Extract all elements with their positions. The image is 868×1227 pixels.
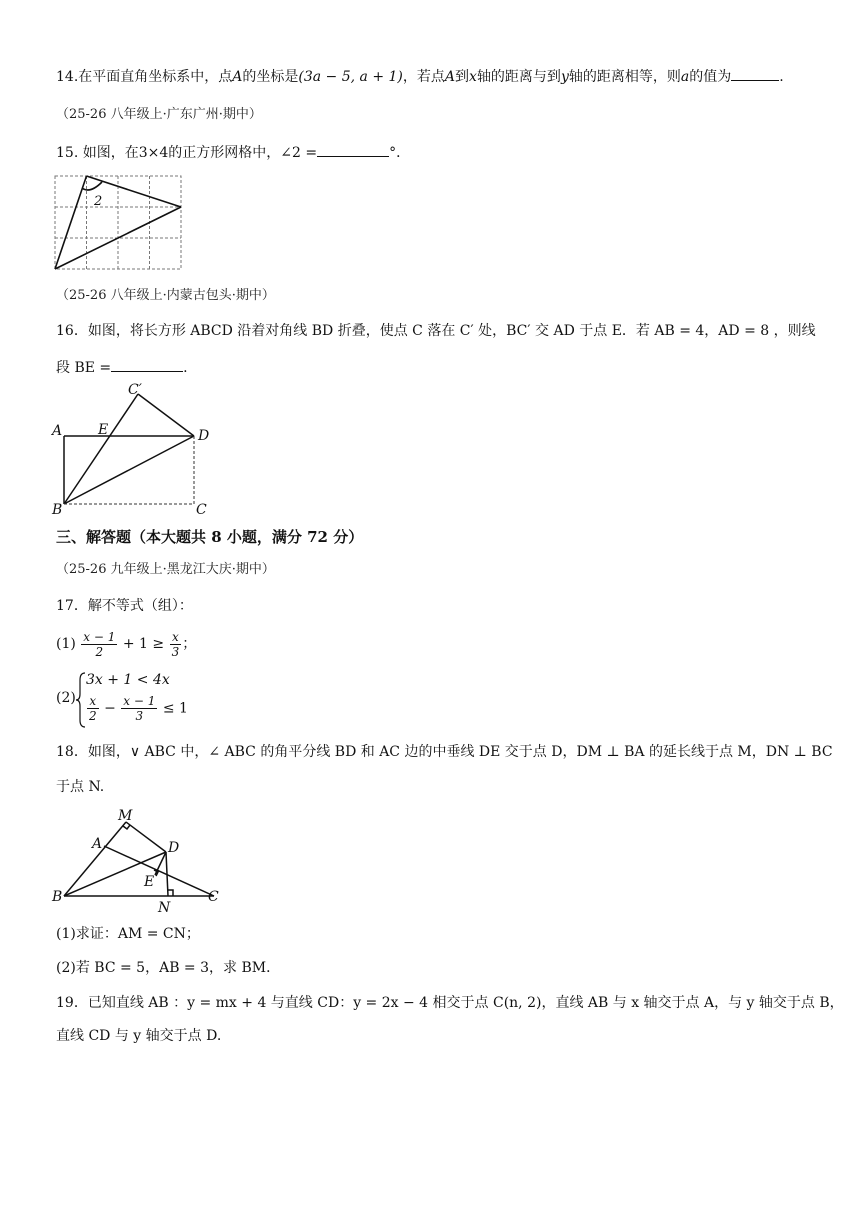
q15-number: 15. <box>56 145 79 161</box>
q16-text: 段 BE = <box>56 360 112 376</box>
q14-text: 轴的距离相等，则 <box>568 69 681 85</box>
q14-end: . <box>779 69 784 85</box>
q14-text: 在平面直角坐标系中，点 <box>78 69 233 85</box>
q15-text: 如图，在 <box>82 145 139 161</box>
q16-line1: 16．如图，将长方形 ABCD 沿着对角线 BD 折叠，使点 C 落在 C′ 处，BC′ 交 AD 于点 E．若 AB = 4，AD = 8 ，则线 <box>56 323 816 339</box>
denominator: 3 <box>171 644 180 659</box>
q18-part1: (1)求证：AM = CN； <box>56 926 200 942</box>
q14-text: 的值为 <box>689 69 732 85</box>
label-D: D <box>198 428 210 444</box>
q16-line2 <box>56 357 188 378</box>
q15-grid-figure <box>52 172 186 272</box>
section-heading: 三、解答题（本大题共 8 小题，满分 72 分） <box>56 528 364 546</box>
numerator: x − 1 <box>83 629 116 644</box>
q18-part2: (2)若 BC = 5，AB = 3，求 BM． <box>56 960 281 976</box>
q14-var: A <box>232 69 243 85</box>
q17-title: 17．解不等式（组）： <box>56 598 193 614</box>
q15-angle-label: 2 <box>94 194 103 209</box>
q15-answer-blank <box>317 142 389 157</box>
q17-op: − <box>104 700 116 717</box>
label-C-prime: C′ <box>128 382 142 398</box>
q17-system-eq1: 3x + 1 < 4x <box>86 672 170 688</box>
label-C: C <box>196 502 207 514</box>
source-16: （25-26 八年级上·内蒙古包头·期中） <box>56 288 275 303</box>
denominator: 2 <box>89 709 97 723</box>
label-E: E <box>98 422 109 438</box>
q14-var: y <box>560 69 569 85</box>
q14-var: x <box>469 69 477 85</box>
q19-line1: 19．已知直线 AB ：y = mx + 4 与直线 CD：y = 2x − 4 相交于点 C(n, 2)，直线 AB 与 x 轴交于点 A，与 y 轴交于点 B， <box>56 995 844 1011</box>
label-A: A <box>52 423 63 439</box>
label-A: A <box>92 836 103 852</box>
q17-part1 <box>56 626 196 662</box>
q18-line2: 于点 N. <box>56 779 105 795</box>
question-14 <box>56 66 784 87</box>
fraction <box>170 630 182 659</box>
label-B: B <box>52 889 63 905</box>
q14-var: a <box>680 69 690 85</box>
brace-icon <box>76 672 86 728</box>
label-N: N <box>158 900 171 916</box>
q15-grid-size: 3×4 <box>138 145 169 161</box>
label-C: C <box>208 889 219 905</box>
q19-line2: 直线 CD 与 y 轴交于点 D. <box>56 1028 222 1044</box>
numerator: x <box>170 630 182 645</box>
q15-end: °． <box>389 145 411 161</box>
q16-rectangle-figure <box>50 380 220 514</box>
denominator: 2 <box>95 644 104 659</box>
q17-op: ≤ 1 <box>162 700 188 717</box>
question-15 <box>56 142 410 163</box>
q17-part2-label: (2) <box>56 690 76 706</box>
q16-answer-blank <box>111 357 183 372</box>
q15-text: 的正方形网格中， <box>168 145 281 161</box>
source-17: （25-26 九年级上·黑龙江大庆·期中） <box>56 562 275 577</box>
q18-triangle-figure <box>50 800 230 916</box>
numerator: x <box>87 694 99 709</box>
q15-angle: ∠2 = <box>280 145 318 161</box>
q14-text: ，若点 <box>402 69 445 85</box>
q14-coord: (3a − 5, a + 1) <box>298 69 403 85</box>
q17-system-eq2 <box>86 694 188 723</box>
q17-op: + 1 ≥ <box>122 636 165 652</box>
fraction <box>81 630 117 659</box>
label-M: M <box>118 808 133 824</box>
q18-line1: 18．如图，∨ ABC 中，∠ ABC 的角平分线 BD 和 AC 边的中垂线 DE 交于点 D，DM ⊥ BA 的延长线于点 M，DN ⊥ BC <box>56 744 833 760</box>
q14-text: 到 <box>455 69 470 85</box>
q14-number: 14. <box>56 69 79 85</box>
label-B: B <box>52 502 63 514</box>
q16-end: . <box>183 360 188 376</box>
numerator: x − 1 <box>123 694 156 708</box>
label-E: E <box>144 874 155 890</box>
q14-var: A <box>444 69 456 85</box>
denominator: 3 <box>135 709 144 723</box>
q14-text: 的坐标是 <box>242 69 299 85</box>
fraction <box>121 694 157 723</box>
q17-part1-label: (1) <box>56 636 76 652</box>
q17-end: ； <box>182 636 197 652</box>
source-15: （25-26 八年级上·广东广州·期中） <box>56 107 262 122</box>
label-D: D <box>168 840 180 856</box>
q14-answer-blank <box>731 66 779 81</box>
fraction <box>87 694 99 723</box>
q14-text: 轴的距离与到 <box>476 69 561 85</box>
